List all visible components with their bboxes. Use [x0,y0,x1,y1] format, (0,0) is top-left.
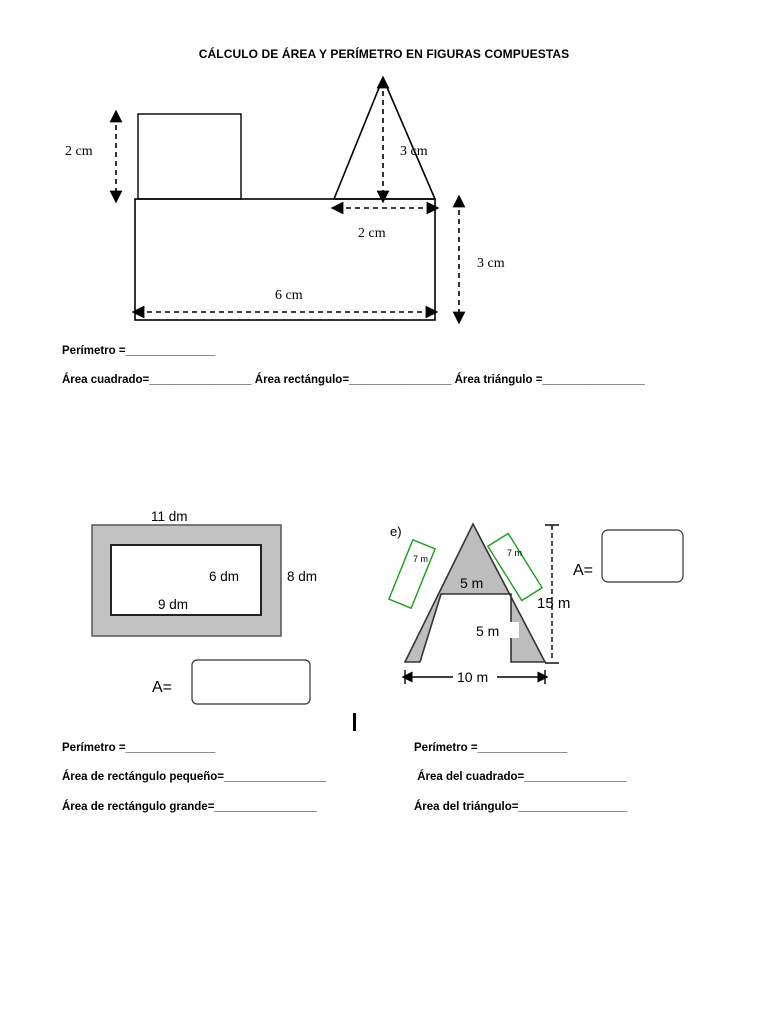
label-inner-height-3: 5 m [476,623,500,639]
area-answer-box-2 [192,660,310,704]
label-letter: e) [390,524,402,539]
perimetro-line-right: Perímetro =______________ [414,742,568,754]
triangle-shape [334,78,435,199]
figure-frame-rectangles [85,505,345,710]
label-triangle-base: 2 cm [358,226,386,241]
area-label-3: A= [573,562,594,579]
label-rect-width: 6 cm [275,288,303,303]
label-square-height: 2 cm [65,144,93,159]
area-answer-box-3 [602,530,683,582]
figure-square-triangle-rectangle [50,70,530,335]
label-height-3: 15 m [537,595,571,612]
label-outer-width: 11 dm [151,509,188,524]
label-outer-height: 8 dm [287,569,318,584]
area-big-rect-line: Área de rectángulo grande=________________ [62,801,317,813]
label-base-3: 10 m [457,669,489,685]
label-triangle-height: 3 cm [400,144,428,159]
area-square-line: Área del cuadrado=________________ [414,771,627,783]
figure-a-shape [385,515,695,690]
label-inner-height: 6 dm [209,569,240,584]
green-rect-left [389,540,435,608]
perimetro-line-1: Perímetro =______________ [62,345,216,357]
area-label-2: A= [152,679,173,696]
label-rect-height: 3 cm [477,256,505,271]
square-shape [138,114,241,199]
label-side-left: 7 m [413,554,429,564]
area-triangle-line: Área del triángulo=_________________ [414,801,628,813]
label-inner-width: 9 dm [158,597,189,612]
perimetro-line-left: Perímetro =______________ [62,742,216,754]
area-small-rect-line: Área de rectángulo pequeño=________________ [62,771,327,783]
label-side-right: 7 m [507,548,523,558]
text-cursor [353,713,356,731]
areas-line-1: Área cuadrado=________________ Área rectángulo=________________ Área triángulo =________________ [62,374,645,386]
label-top-width: 5 m [460,575,484,591]
page-title: CÁLCULO DE ÁREA Y PERÍMETRO EN FIGURAS COMPUESTAS [198,47,570,61]
